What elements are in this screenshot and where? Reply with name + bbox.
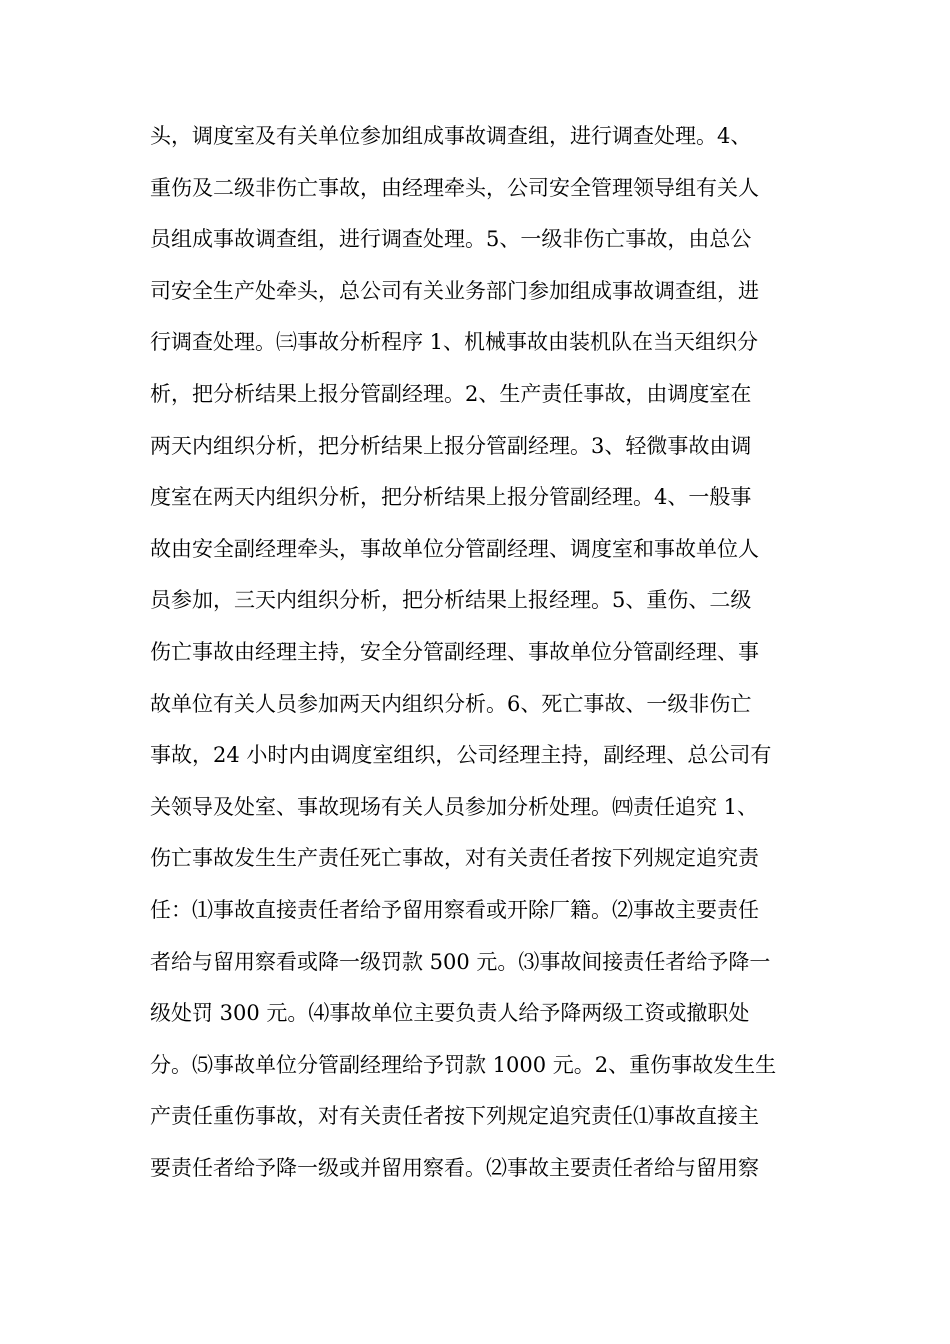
text-line: 要责任者给予降一级或并留用察看。⑵事故主要责任者给与留用察 [150, 1155, 759, 1180]
text-line: 伤亡事故由经理主持，安全分管副经理、事故单位分管副经理、事 [150, 639, 759, 664]
text-line: 伤亡事故发生生产责任死亡事故，对有关责任者按下列规定追究责 [150, 846, 759, 871]
body-text [150, 111, 810, 1194]
text-line: 故由安全副经理牵头，事故单位分管副经理、调度室和事故单位人 [150, 536, 759, 561]
text-line: 员参加，三天内组织分析，把分析结果上报经理。5、重伤、二级 [150, 588, 752, 613]
text-line: 员组成事故调查组，进行调查处理。5、一级非伤亡事故，由总公 [150, 227, 752, 252]
text-line: 两天内组织分析，把分析结果上报分管副经理。3、轻微事故由调 [150, 433, 752, 458]
text-line: 级处罚 300 元。⑷事故单位主要负责人给予降两级工资或撤职处 [150, 1001, 750, 1026]
text-line: 产责任重伤事故，对有关责任者按下列规定追究责任⑴事故直接主 [150, 1104, 759, 1129]
text-line: 度室在两天内组织分析，把分析结果上报分管副经理。4、一般事 [150, 485, 752, 510]
text-line: 司安全生产处牵头，总公司有关业务部门参加组成事故调查组，进 [150, 278, 759, 303]
text-line: 事故，24 小时内由调度室组织，公司经理主持，副经理、总公司有 [150, 743, 772, 768]
text-line: 任：⑴事故直接责任者给予留用察看或开除厂籍。⑵事故主要责任 [150, 897, 759, 922]
text-line: 关领导及处室、事故现场有关人员参加分析处理。㈣责任追究 1、 [150, 794, 759, 819]
text-line: 分。⑸事故单位分管副经理给予罚款 1000 元。2、重伤事故发生生 [150, 1052, 777, 1077]
text-line: 行调查处理。㈢事故分析程序 1、机械事故由装机队在当天组织分 [150, 330, 759, 355]
text-line: 故单位有关人员参加两天内组织分析。6、死亡事故、一级非伤亡 [150, 691, 752, 716]
text-line: 重伤及二级非伤亡事故，由经理牵头，公司安全管理领导组有关人 [150, 175, 759, 200]
text-line: 者给与留用察看或降一级罚款 500 元。⑶事故间接责任者给予降一 [150, 949, 771, 974]
text-line: 头，调度室及有关单位参加组成事故调查组，进行调查处理。4、 [150, 124, 752, 148]
text-line: 析，把分析结果上报分管副经理。2、生产责任事故，由调度室在 [150, 381, 752, 406]
